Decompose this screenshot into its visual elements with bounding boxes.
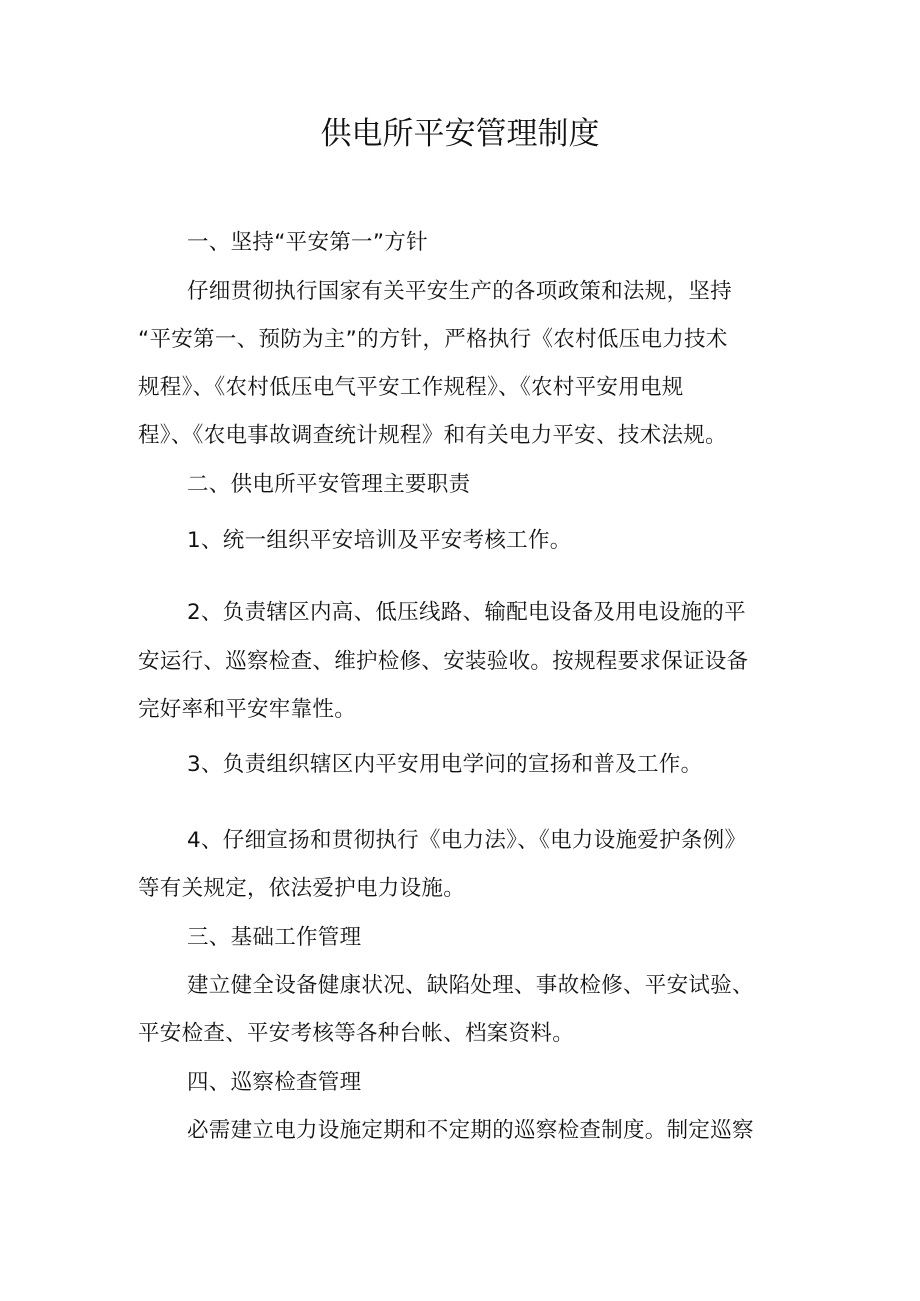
section-heading-1: 一、坚持“平安第一”方针: [187, 230, 428, 255]
paragraph-line: 平安检查、平安考核等各种台帐、档案资料。: [138, 1021, 575, 1046]
section-heading-4: 四、巡察检查管理: [187, 1070, 362, 1095]
paragraph-line: 规程》、《农村低压电气平安工作规程》、《农村平安用电规: [138, 375, 684, 400]
paragraph-line: 完好率和平安牢靠性。: [138, 697, 357, 722]
paragraph-line: “平安第一、预防为主”的方针，严格执行《农村低压电力技术: [138, 327, 728, 352]
list-item-4: 4、仔细宣扬和贯彻执行《电力法》、《电力设施爱护条例》: [187, 828, 747, 853]
paragraph-line: 安运行、巡察检查、维护检修、安装验收。按规程要求保证设备: [138, 649, 749, 674]
list-item-3: 3、负责组织辖区内平安用电学问的宣扬和普及工作。: [187, 752, 703, 777]
paragraph-line: 必需建立电力设施定期和不定期的巡察检查制度。制定巡察: [187, 1118, 754, 1143]
section-heading-2: 二、供电所平安管理主要职责: [187, 472, 471, 497]
paragraph-line: 建立健全设备健康状况、缺陷处理、事故检修、平安试验、: [187, 973, 754, 998]
document-title: 供电所平安管理制度: [320, 116, 600, 152]
paragraph-line: 等有关规定，依法爱护电力设施。: [138, 876, 466, 901]
paragraph-line: 程》、《农电事故调查统计规程》和有关电力平安、技术法规。: [138, 423, 727, 448]
list-item-2: 2、负责辖区内高、低压线路、输配电设备及用电设施的平: [187, 600, 746, 625]
list-item-1: 1、统一组织平安培训及平安考核工作。: [187, 528, 572, 553]
paragraph-line: 仔细贯彻执行国家有关平安生产的各项政策和法规，坚持: [187, 279, 733, 304]
section-heading-3: 三、基础工作管理: [187, 925, 362, 950]
